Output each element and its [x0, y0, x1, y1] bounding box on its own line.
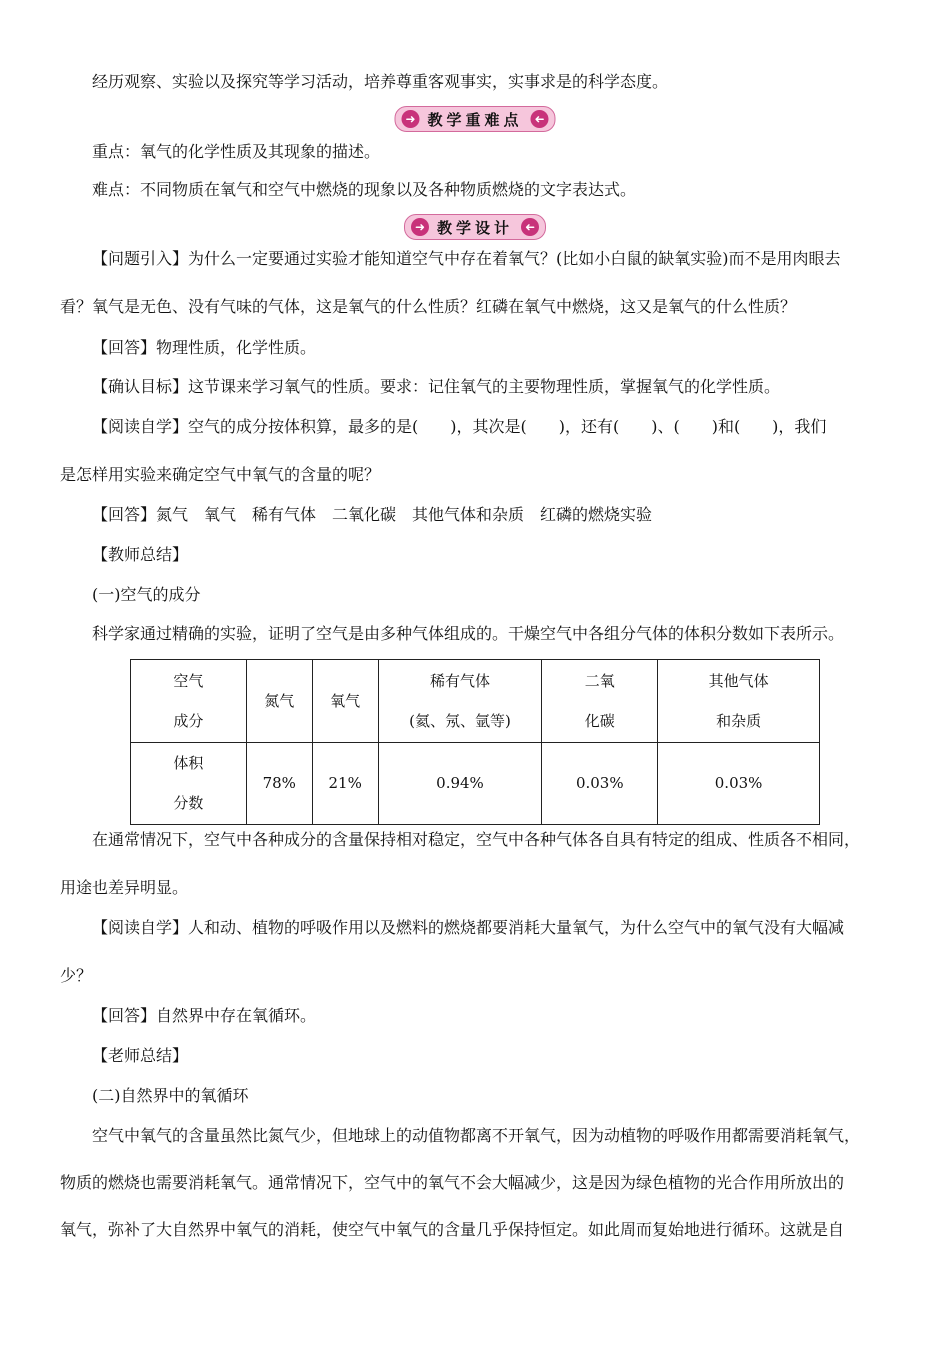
stable-line2: 用途也差异明显。 — [60, 878, 189, 897]
cycle-line3: 氧气，弥补了大自然界中氧气的消耗，使空气中氧气的含量几乎保持恒定。如此周而复始地进行循环。这就是自 — [60, 1220, 845, 1239]
table-cell: 稀有气体 (氦、氖、氩等) — [378, 660, 542, 743]
answer-paragraph: 【回答】自然界中存在氧循环。 — [92, 1006, 317, 1025]
arrow-left-icon: ➜ — [521, 218, 539, 236]
table-cell: 体积 分数 — [131, 742, 247, 825]
reading2-line1: 【阅读自学】人和动、植物的呼吸作用以及燃料的燃烧都要消耗大量氧气，为什么空气中的氧气没有大幅减 — [92, 918, 845, 937]
question-intro-line2: 看？氧气是无色、没有气味的气体，这是氧气的什么性质？红磷在氧气中燃烧，这又是氧气的什么性质？ — [60, 297, 797, 316]
arrow-right-icon: ➜ — [401, 110, 419, 128]
table-cell: 氮气 — [246, 660, 312, 743]
table-cell: 0.03% — [542, 742, 658, 825]
question-intro-line1: 【问题引入】为什么一定要通过实验才能知道空气中存在着氧气？(比如小白鼠的缺氧实验)而不是用肉眼去 — [92, 249, 841, 268]
banner-design — [404, 214, 546, 240]
reading-line1: 【阅读自学】空气的成分按体积算，最多的是( )，其次是( )，还有( )、( )和( )，我们 — [92, 417, 827, 436]
table-cell: 78% — [246, 742, 312, 825]
arrow-right-icon: ➜ — [411, 218, 429, 236]
table-cell: 氧气 — [312, 660, 378, 743]
intro-paragraph: 经历观察、实验以及探究等学习活动，培养尊重客观事实，实事求是的科学态度。 — [92, 72, 669, 91]
table-cell: 0.94% — [378, 742, 542, 825]
reading-line2: 是怎样用实验来确定空气中氧气的含量的呢？ — [60, 465, 381, 484]
table-cell: 空气 成分 — [131, 660, 247, 743]
table-row — [131, 660, 820, 743]
table-intro: 科学家通过精确的实验，证明了空气是由多种气体组成的。干燥空气中各组分气体的体积分数如下表所示。 — [92, 624, 845, 643]
banner-title: 教学重难点 — [427, 110, 523, 129]
cycle-line2: 物质的燃烧也需要消耗氧气。通常情况下，空气中的氧气不会大幅减少，这是因为绿色植物的光合作用所放出的 — [60, 1173, 845, 1192]
table-cell: 0.03% — [658, 742, 820, 825]
answer-paragraph: 【回答】氮气 氧气 稀有气体 二氧化碳 其他气体和杂质 红磷的燃烧实验 — [92, 505, 653, 524]
arrow-left-icon: ➜ — [531, 110, 549, 128]
section-heading: (二)自然界中的氧循环 — [92, 1086, 249, 1105]
cycle-line1: 空气中氧气的含量虽然比氮气少，但地球上的动值物都离不开氧气，因为动植物的呼吸作用都需要消耗氧气， — [92, 1126, 861, 1145]
banner-title: 教学设计 — [436, 218, 514, 237]
confirm-goal: 【确认目标】这节课来学习氧气的性质。要求：记住氧气的主要物理性质，掌握氧气的化学性质。 — [92, 377, 781, 396]
reading2-line2: 少？ — [60, 966, 93, 985]
banner-key-difficult — [394, 106, 555, 132]
key-point: 重点：氧气的化学性质及其现象的描述。 — [92, 142, 381, 161]
table-cell: 其他气体 和杂质 — [658, 660, 820, 743]
stable-line1: 在通常情况下，空气中各种成分的含量保持相对稳定，空气中各种气体各自具有特定的组成、性质各不相同， — [92, 830, 861, 849]
section-heading: (一)空气的成分 — [92, 585, 201, 604]
teacher-summary-heading: 【老师总结】 — [92, 1046, 189, 1065]
answer-paragraph: 【回答】物理性质，化学性质。 — [92, 338, 317, 357]
table-row — [131, 742, 820, 825]
teacher-summary-heading: 【教师总结】 — [92, 545, 189, 564]
air-composition-table — [130, 659, 820, 825]
difficult-point: 难点：不同物质在氧气和空气中燃烧的现象以及各种物质燃烧的文字表达式。 — [92, 180, 637, 199]
table-cell: 二氧 化碳 — [542, 660, 658, 743]
table-cell: 21% — [312, 742, 378, 825]
